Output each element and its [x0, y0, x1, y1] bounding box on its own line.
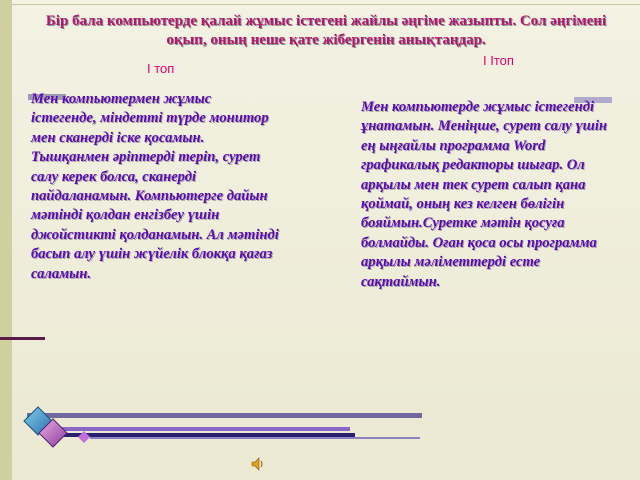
group1-story-text: Мен компьютермен жұмыс істегенде, міндетті түрде монитор мен сканерді іске қосамын. Тышқанмен әріптерді теріп, сурет салу керек болса, сканерді пайдаланамын. Компьютерге дайын мәтінді қолдан енгізбеу үшін джойстикті қолданамын. Ал мәтінді басып алу үшін жүйелік блокқа қағаз саламын.	[31, 91, 279, 282]
group2-heading: І Ітоп	[483, 53, 514, 68]
speaker-icon[interactable]	[251, 457, 265, 471]
group1-heading: І топ	[147, 61, 175, 76]
group2-story-text: Мен компьютерде жұмыс істегенді ұнатамын. Меніңше, сурет салу үшін ең ыңғайлы программа Word графикалық редакторы шығар. Ол арқылы мен тек сурет салып қана қоймай, оның кез келген бөлігін бояймын.Суретке мәтін қосуға болмайды. Оған қоса осы программа арқылы мәліметтерді есте сақтаймын.	[361, 99, 607, 290]
slide-title: Бір бала компьютерде қалай жұмыс істегені жайлы әңгіме жазыпты. Сол әңгімені оқып, оның неше қате жібергенін анықтаңдар.	[45, 13, 607, 48]
diamond-ornament-icon	[18, 405, 108, 455]
